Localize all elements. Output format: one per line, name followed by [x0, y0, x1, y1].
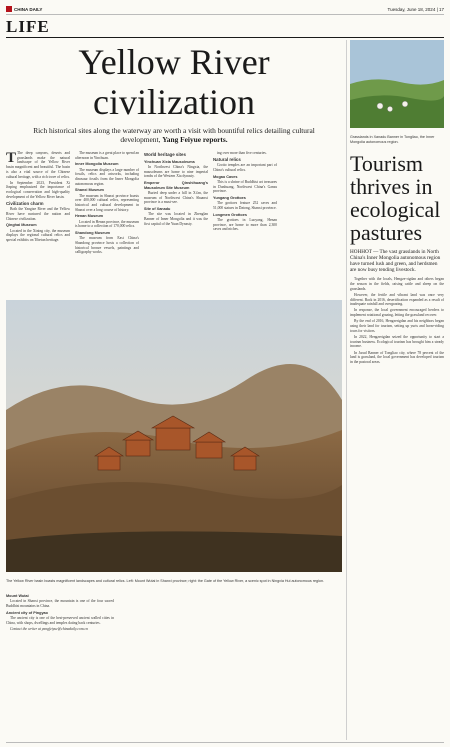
side-paragraph: In 2022, Hengzerigdan seized the opportunity to start a tourism business. Ecological tourism has brought him a steady income. [350, 334, 444, 349]
writer-contact: Contact the writer at yangfeiyue@chinadaily.com.cn [10, 626, 88, 631]
article-paragraph: Located in the Xining city, the museum displays the regional cultural relics and special exhibits on Tibetan heritage. [6, 228, 70, 242]
article-paragraph: Grotto temples are an important part of China's cultural relics. [213, 163, 277, 173]
article-subhead: Yungang Grottoes [213, 196, 246, 201]
article-subhead: Mount Wutai [6, 594, 29, 598]
article-subhead: Shandong Museum [75, 231, 111, 236]
article-paragraph: The museum in Shanxi province boasts over 400,000 cultural relics, representing historical and cultural development in Shanxi over a long course of history. [75, 193, 139, 212]
side-body [350, 277, 444, 364]
article-column-4 [213, 151, 277, 257]
article-subhead: Shanxi Museum [75, 188, 104, 193]
article-deck [24, 126, 324, 144]
article-subhead: Inner Mongolia Museum [75, 162, 119, 167]
masthead-bar [6, 4, 444, 15]
article-subhead: Natural relics [213, 156, 241, 162]
article-subhead: Qinghai Museum [6, 223, 37, 228]
article-column-2 [75, 151, 139, 257]
article-columns [6, 151, 342, 257]
article-columns-lower [6, 592, 342, 633]
article-paragraph: This is a shrine of Buddhist art treasures in Dunhuang, Northwest China's Gansu province. [213, 180, 277, 194]
article-paragraph: The grottoes in Luoyang, Henan province, are home to more than 2,300 caves and niches. [213, 217, 277, 232]
side-paragraph: In response, the local government encouraged herders to implement rotational grazing, letting the grassland recover. [350, 308, 444, 318]
article-paragraph: Both the Yangtze River and the Yellow River have nurtured the nation and Chinese civilization. [6, 207, 70, 221]
article-column-1 [6, 151, 70, 257]
main-article [6, 40, 342, 257]
yellow-river-landscape-photo [6, 300, 342, 572]
grassland-photo [350, 40, 444, 128]
article-subhead: Emperor Qinshihuang's Mausoleum Site Museum [144, 181, 208, 190]
article-paragraph: Located in Henan province, the museum is home to a collection of 170,000 relics. [75, 219, 139, 229]
page-bottom-rule [6, 742, 444, 743]
article-paragraph: The museum displays a large number of fossils, relics and artworks, including dinosaur fossils from the Inner Mongolia autonomous region. [75, 167, 139, 186]
article-paragraph: T The deep canyons, deserts and grasslands make the natural landscape of the Yellow River basin magnificent and beautiful. The basin is also a vital source of the Chinese cultural heritage, with a rich trove of relics. [6, 150, 70, 179]
side-paragraph: In Jarud Banner of Tongliao city, where 78 percent of the land is grassland, the local government has developed tourism in the pastoral areas. [350, 350, 444, 364]
article-subhead: Longmen Grottoes [213, 212, 247, 217]
article-column-5 [6, 592, 114, 633]
article-paragraph: The grottoes feature 252 caves and 51,000 statues in Datong, Shanxi province. [213, 201, 277, 211]
deck-text: Rich historical sites along the waterway are worth a visit with bountiful relics detailing cultural development, [33, 126, 315, 144]
drop-cap: T [6, 150, 17, 166]
article-paragraph: Located in Shanxi province, the mountain is one of the four sacred Buddhist mountains in China. [6, 599, 114, 608]
article-continuation [6, 592, 342, 633]
article-paragraph: In September 2023, President Xi Jinping emphasized the importance of ecological conservation and high-quality development of the Yellow River basin. [6, 180, 70, 199]
article-subhead: Civilization charm [6, 200, 44, 206]
article-paragraph: In Northwest China's Ningxia, the mausoleums are home to nine imperial tombs of the Western Xia dynasty. [144, 164, 208, 179]
article-paragraph: The museum is a great place to spend an afternoon in Yinchuan. [75, 151, 139, 160]
article-paragraph: The museum from East China's Shandong province hosts a collection of historical bronze vessels, paintings and calligraphy works. [75, 236, 139, 255]
main-photo-block [6, 300, 342, 584]
article-paragraph: The ancient city is one of the best-preserved ancient walled cities in China, with shops, dwellings and temples dating back centuries. [6, 615, 114, 625]
china-daily-logo-icon [6, 6, 12, 12]
side-paragraph: By the end of 2016, Hengzerigdan and his neighbors began using their land for tourism, setting up yurts and horse-riding tours for visitors. [350, 319, 444, 333]
side-paragraph: However, the fertile and vibrant land was once very different. Back in 2016, desertification expanded as a result of inadequate rainfall and overgrazing. [350, 292, 444, 307]
article-subhead: Henan Museum [75, 214, 104, 219]
masthead-logo [6, 6, 42, 12]
column-divider [346, 40, 347, 740]
deck-byline: Yang Feiyue reports. [162, 135, 228, 144]
article-subhead: Site of Xanadu [144, 207, 171, 212]
section-title: LIFE [6, 17, 50, 36]
article-subhead: Mogao Caves [213, 174, 238, 179]
side-paragraph: Together with the locals, Hengze-rigdan and others began the season in the fields, raising cattle and sheep on the grasslands. [350, 277, 444, 291]
main-photo-caption: The Yellow River basin boasts magnificent landscapes and cultural relics. Left: Mount Wutai in Shanxi province; right: the Gate of the Yellow River, a scenic spot in Ningxia Hui autonomous region. [6, 579, 325, 583]
article-subhead: Ancient city of Pingyao [6, 610, 48, 615]
article-paragraph: Buried deep under a hill in Xi'an, the museum of Northwest China's Shaanxi province is a must-see. [144, 190, 208, 205]
masthead-date-page: Tuesday, June 18, 2024 | 17 [387, 6, 444, 12]
side-photo-caption: Grasslands in Xanadu Banner in Tongliao, the Inner Mongolia autonomous region. [350, 135, 435, 144]
side-lead: HOHHOT — The vast grasslands in North China's Inner Mongolia autonomous region have turned lush and green, and herdsmen are now busy tending livestock. [350, 249, 441, 274]
page-headline: Yellow River civilization [78, 42, 270, 122]
article-subhead: Yinchuan Xixia Mausoleums [144, 159, 195, 164]
masthead-paper-name: CHINA DAILY [14, 6, 43, 12]
side-headline: Tourism thrives in ecological pastures [350, 151, 441, 246]
sidebar-article [350, 40, 444, 366]
article-column-3 [144, 151, 208, 257]
section-divider [6, 37, 444, 38]
article-subhead: World heritage sites [144, 152, 186, 157]
article-paragraph: ing over more than five centuries. [217, 151, 267, 155]
article-paragraph: The site was located in Zhenglan Banner of Inner Mongolia and it was the first capital of the Yuan Dynasty. [144, 212, 208, 226]
